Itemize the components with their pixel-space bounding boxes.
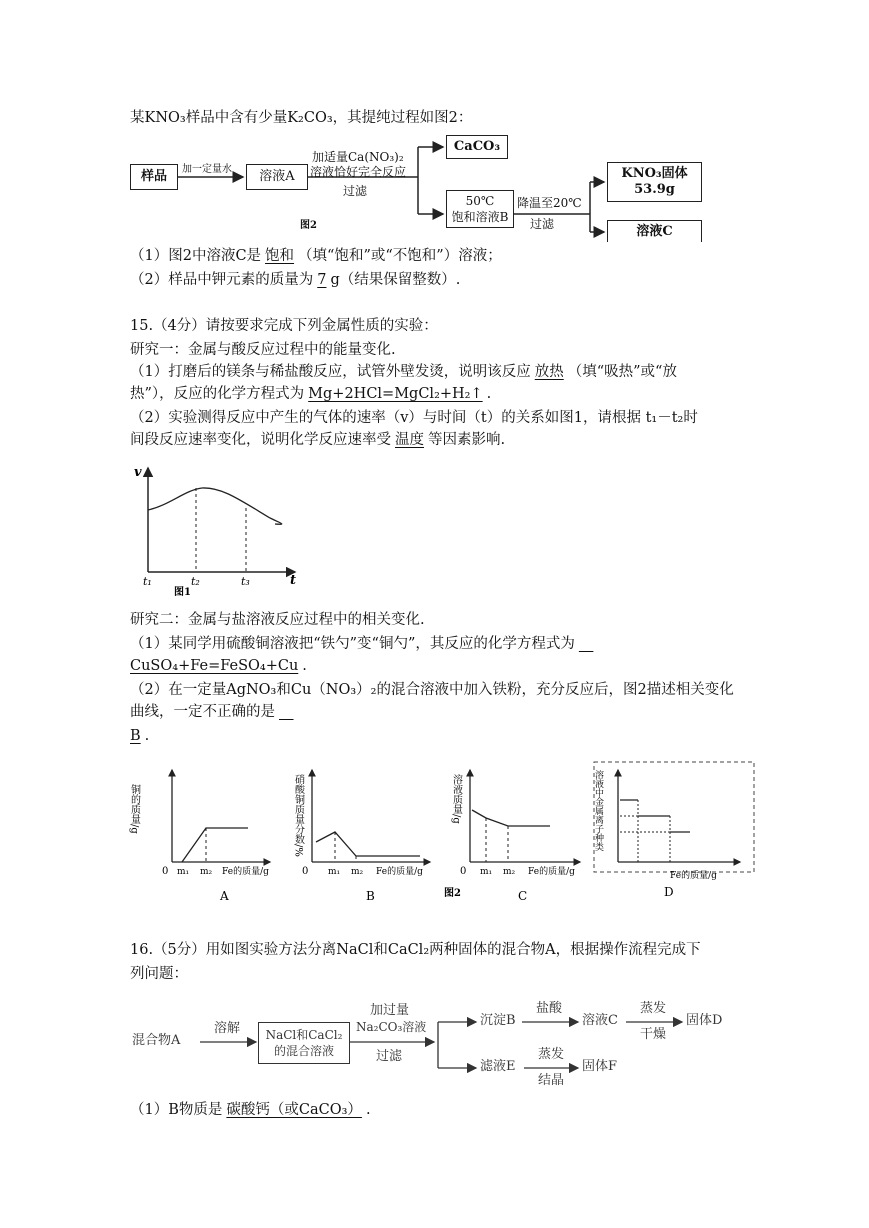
q2-pre: （2）样品中钾元素的质量为 [130,272,314,288]
q16-line-b: 列问题： [130,966,188,982]
na2co3-label: Na₂CO₃溶液 [356,1020,427,1034]
metal-salt-graphs [130,760,760,910]
evaporate2-label: 蒸发 [538,1047,565,1062]
q16-line-a: 16.（5分）用如图实验方法分离NaCl和CaCl₂两种固体的混合物A，根据操作流程完成下 [130,942,701,958]
q16-1-post: . [365,1102,371,1118]
s1q1b-pre: 热”），反应的化学方程式为 [130,386,305,402]
reagent-label-2: 溶液恰好完全反应 [310,165,407,179]
graph-b-letter: B [366,889,375,903]
s2q1-blank [575,636,598,652]
filter-label: 过滤 [343,184,368,198]
s2q1-text: （1）某同学用硫酸铜溶液把“铁勺”变“铜勺”，其反应的化学方程式为 [130,636,575,652]
filter2-label: 过滤 [530,217,555,231]
fig-caption-2a: 图2 [300,220,317,231]
solution-c-box: 溶液C [607,220,702,242]
precipitate-b-label: 沉淀B [480,1013,516,1028]
graph-d-ylabel: 溶液中金属离子种类 [593,770,603,851]
fig1-caption: 图1 [174,587,191,598]
q15-title: 15.（4分）请按要求完成下列金属性质的实验： [130,318,438,334]
saturated-b-box [446,190,514,228]
s2q2-post: . [144,728,150,744]
s1q1-pre: （1）打磨后的镁条与稀盐酸反应，试管外壁发烫，说明该反应 [130,364,531,380]
s2q2-line-a: （2）在一定量AgNO₃和Cu（NO₃）₂的混合溶液中加入铁粉，充分反应后，图2描述相关变化 [130,682,734,698]
t2-label: t₂ [191,575,200,588]
mixed-solution-line1: NaCl和CaCl₂ [265,1028,343,1042]
s1q1b-answer: Mg+2HCl=MgCl₂+H₂↑ [308,386,483,402]
filtrate-e-label: 滤液E [480,1059,516,1074]
graph-b [293,770,431,903]
graph-b-m2: m₂ [351,867,364,877]
study2-title: 研究二：金属与盐溶液反应过程中的相关变化. [130,612,425,628]
sat-label: 饱和溶液B [451,210,509,224]
graph-c-curve [472,810,550,826]
graph-a-letter: A [220,889,229,903]
crystallize-label: 结晶 [538,1073,565,1088]
kno3-flow-figure [130,132,730,240]
graph-a-m1: m₁ [177,867,190,877]
s2q2-text: 曲线，一定不正确的是 [130,704,275,720]
graph-a-ylabel: 铜的质量/g [128,784,140,834]
q2-answer: 7 [317,272,327,288]
filter-label-16: 过滤 [376,1049,403,1064]
graph-b-xlabel: Fe的质量/g [376,867,423,877]
s1q2b-answer: 温度 [395,432,424,448]
graph-d-xlabel: Fe的质量/g [670,871,717,881]
s1q1-line-b [130,384,491,404]
graph-c [444,770,580,903]
graph-b-origin: 0 [302,866,309,877]
graph-a [129,770,271,903]
s2q2-line-b [130,702,298,722]
add-excess-label: 加过量 [370,1003,410,1018]
t1-label: t₁ [143,575,152,588]
graph-c-ylabel: 溶液质量/g [450,774,462,824]
dissolve-label: 溶解 [214,1021,241,1036]
solution-c-label: 溶液C [582,1013,618,1028]
kno3-mass: 53.9g [634,182,675,197]
s1q1-line-a [130,362,677,382]
q16-1-pre: （1）B物质是 [130,1102,223,1118]
graph-b-curve [316,832,420,856]
s1q1-post: （填“吸热”或“放 [567,364,677,380]
mixed-solution-line2: 的混合溶液 [273,1044,334,1058]
s1q2-line-b [130,430,505,450]
q1-pre: （1）图2中溶液C是 [130,248,262,264]
s2q2-answer: B [130,728,141,744]
graph-a-m2: m₂ [200,867,213,877]
s1q1-answer: 放热 [534,364,564,380]
s2q1-answer: CuSO₄+Fe=FeSO₄+Cu [130,658,299,674]
s2q2-blank [275,704,298,720]
s2q1-line-b [130,656,307,676]
q16-1-line [130,1100,371,1120]
rate-curve [148,488,282,524]
q2-line [130,270,460,290]
q1-line [130,246,502,266]
kno3-solid-label: KNO₃固体 [621,166,688,181]
graph-a-curve [182,828,248,862]
mixed-solution-box [258,1022,350,1064]
reagent-label-1: 加适量Ca(NO₃)₂ [312,150,404,164]
graph-c-m2: m₂ [503,867,516,877]
evaporate-label: 蒸发 [640,1001,667,1016]
study1-title: 研究一：金属与酸反应过程中的能量变化. [130,342,396,358]
graph-c-letter: C [518,889,528,903]
rate-time-figure [130,460,305,600]
graph-c-origin: 0 [460,866,467,877]
separation-flow-figure [130,998,750,1088]
s2q1-line-a [130,634,597,654]
s1q2-line-a: （2）实验测得反应中产生的气体的速率（v）与时间（t）的关系如图1，请根据 t₁－t₂时 [130,410,698,426]
water-label: 加一定量水 [182,164,232,175]
graph-a-origin: 0 [162,866,169,877]
sample-box: 样品 [130,164,178,190]
q1-post: （填“饱和”或“不饱和”）溶液； [298,248,502,264]
graph-b-ylabel: 硝酸铜质量分数/% [292,774,304,857]
sat-temp: 50℃ [465,194,495,208]
v-label: v [134,465,142,480]
graph-d [593,762,754,899]
q1-answer: 饱和 [265,248,295,264]
t3-label: t₃ [241,575,250,588]
dry-label: 干燥 [640,1027,667,1042]
graph-c-caption: 图2 [444,888,461,899]
kno3-solid-box [607,162,702,202]
s1q1b-post: . [486,386,492,402]
solid-d-label: 固体D [686,1013,723,1028]
s2q2-line-c [130,726,149,746]
acid-label: 盐酸 [536,1001,563,1016]
solid-f-label: 固体F [582,1059,618,1074]
graph-c-m1: m₁ [480,867,493,877]
s1q2b-post: 等因素影响. [428,432,506,448]
solution-a-box: 溶液A [246,164,308,190]
intro-text: 某KNO₃样品中含有少量K₂CO₃，其提纯过程如图2： [130,110,473,126]
q2-post: g（结果保留整数）. [330,272,461,288]
caco3-box: CaCO₃ [446,135,508,159]
q16-1-answer: 碳酸钙（或CaCO₃） [226,1102,362,1118]
graph-c-xlabel: Fe的质量/g [528,867,575,877]
graph-b-m1: m₁ [328,867,341,877]
graph-d-letter: D [664,885,674,899]
mixture-a-label: 混合物A [132,1033,181,1048]
s1q2b-pre: 间段反应速率变化，说明化学反应速率受 [130,432,391,448]
graph-a-xlabel: Fe的质量/g [222,867,269,877]
t-label: t [290,573,297,588]
cool-label: 降温至20℃ [517,196,582,210]
s2q1-post: . [302,658,307,674]
